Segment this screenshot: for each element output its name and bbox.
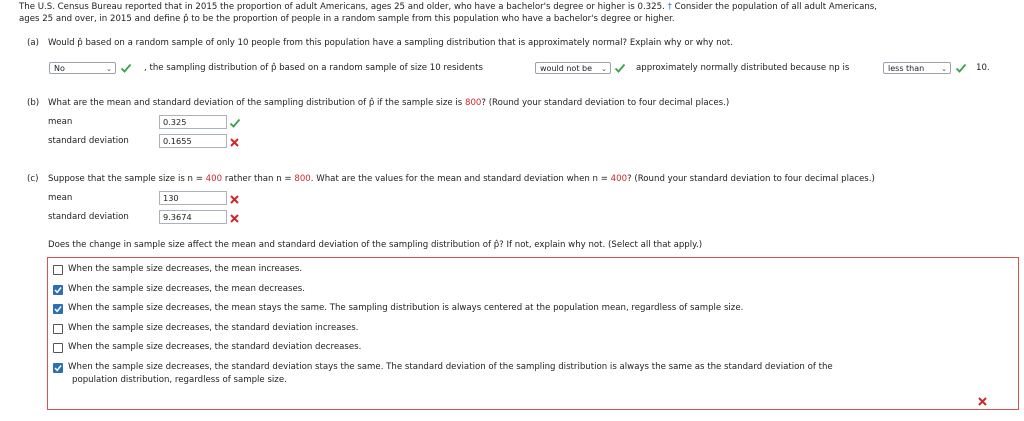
checkmark-icon xyxy=(54,364,62,372)
answer-options-box xyxy=(47,257,1019,410)
incorrect-x-icon xyxy=(229,137,240,148)
option-label-4: When the sample size decreases, the standard deviation increases. xyxy=(68,323,359,333)
part-b-label: (b) xyxy=(27,98,40,108)
standard-deviation-label: standard deviation xyxy=(48,212,129,222)
option-checkbox-5[interactable] xyxy=(53,343,63,353)
option-checkbox-3[interactable] xyxy=(53,304,63,314)
option-label-2: When the sample size decreases, the mean decreases. xyxy=(68,284,305,294)
correct-check-icon xyxy=(229,117,241,129)
option-checkbox-1[interactable] xyxy=(53,265,63,275)
part-a-text-2: approximately normally distributed because np is xyxy=(636,63,850,73)
part-a-question: Would p̂ based on a random sample of only 10 people from this population have a sampling distribution that is approximately normal? Explain why or why not. xyxy=(48,38,733,48)
option-label-5: When the sample size decreases, the standard deviation decreases. xyxy=(68,342,362,352)
correct-check-icon xyxy=(614,62,626,74)
checkmark-icon xyxy=(54,305,62,313)
part-c-label: (c) xyxy=(27,174,39,184)
correct-check-icon xyxy=(955,62,967,74)
mean-input-c[interactable]: 130 xyxy=(159,191,227,205)
part-b-question: What are the mean and standard deviation of the sampling distribution of p̂ if the sample size is 800? (Round your standard deviation to four decimal places.) xyxy=(48,98,730,108)
footnote-dagger[interactable]: † xyxy=(667,2,672,12)
standard-deviation-label: standard deviation xyxy=(48,136,129,146)
mean-label: mean xyxy=(48,193,73,203)
incorrect-x-icon xyxy=(229,213,240,224)
option-label-3: When the sample size decreases, the mean stays the same. The sampling distribution is always centered at the population mean, regardless of sample size. xyxy=(68,303,744,313)
option-label-6-continued: population distribution, regardless of sample size. xyxy=(72,375,287,385)
part-c-prompt: Does the change in sample size affect the mean and standard deviation of the sampling distribution of p̂? If not, explain why not. (Select all that apply.) xyxy=(48,240,703,250)
incorrect-x-icon xyxy=(229,194,240,205)
checkmark-icon xyxy=(54,286,62,294)
chevron-down-icon: ⌄ xyxy=(601,65,607,73)
incorrect-x-icon xyxy=(977,396,988,407)
option-label-1: When the sample size decreases, the mean increases. xyxy=(68,264,303,274)
chevron-down-icon: ⌄ xyxy=(941,65,947,73)
answer-select-2[interactable]: would not be ⌄ xyxy=(535,62,611,74)
part-a-label: (a) xyxy=(27,38,39,48)
part-a-text-3: 10. xyxy=(976,63,990,73)
answer-select-1[interactable]: No ⌄ xyxy=(49,62,116,74)
option-checkbox-4[interactable] xyxy=(53,324,63,334)
part-c-question: Suppose that the sample size is n = 400 rather than n = 800. What are the values for the mean and standard deviation when n = 400? (Round your standard deviation to four decimal places.) xyxy=(48,174,875,184)
option-label-6: When the sample size decreases, the standard deviation stays the same. The standard deviation of the sampling distribution is always the same as the standard deviation of the xyxy=(68,362,833,372)
mean-input-b[interactable]: 0.325 xyxy=(159,115,227,129)
intro-line-1: The U.S. Census Bureau reported that in 2015 the proportion of adult Americans, ages 25 and older, who have a bachelor's degree or higher is 0.325. † Consider the population of all adult Americans, xyxy=(19,2,878,12)
answer-select-3[interactable]: less than ⌄ xyxy=(883,62,951,74)
part-a-text-1: , the sampling distribution of p̂ based on a random sample of size 10 residents xyxy=(144,63,483,73)
intro-line-2: ages 25 and over, in 2015 and define p̂ to be the proportion of people in a random sample from this population who have a bachelor's degree or higher. xyxy=(19,14,675,24)
sd-input-b[interactable]: 0.1655 xyxy=(159,134,227,148)
chevron-down-icon: ⌄ xyxy=(106,65,112,73)
sd-input-c[interactable]: 9.3674 xyxy=(159,210,227,224)
option-checkbox-2[interactable] xyxy=(53,285,63,295)
correct-check-icon xyxy=(120,62,132,74)
option-checkbox-6[interactable] xyxy=(53,363,63,373)
mean-label: mean xyxy=(48,117,73,127)
